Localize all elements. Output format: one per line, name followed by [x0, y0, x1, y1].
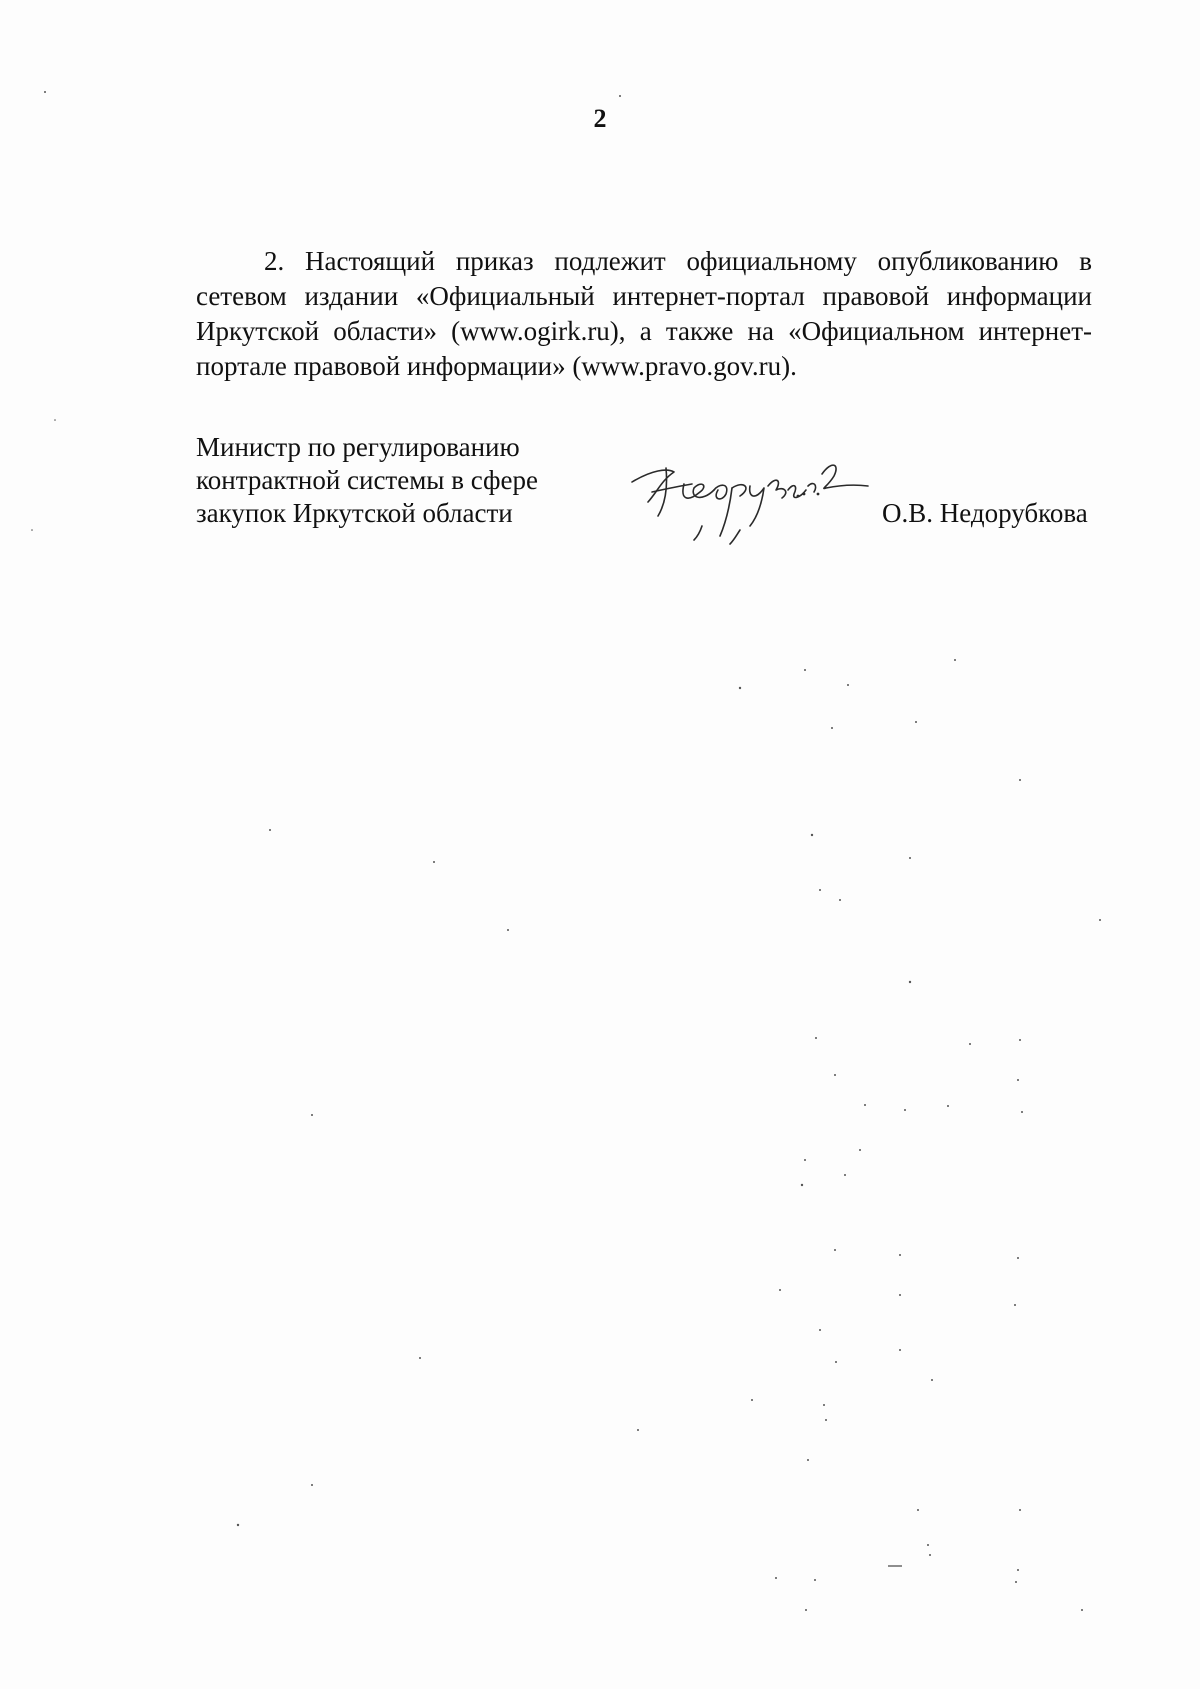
signatory-title-line: Министр по регулированию: [196, 432, 520, 462]
signatory-title-line: контрактной системы в сфере: [196, 465, 538, 495]
publication-clause: 2. Настоящий приказ подлежит официальному опубликованию в сетевом издании «Официальный интернет-портал правовой информации Иркутской области» (www.ogirk.ru), а также на «Официальном интернет-портале правовой информации» (www.pravo.gov.ru).: [196, 246, 1092, 381]
page-number: 2: [593, 104, 607, 133]
signatory-title-line: закупок Иркутской области: [196, 498, 513, 528]
signatory-name: О.В. Недорубкова: [882, 498, 1088, 528]
handwritten-signature: [622, 440, 872, 550]
signatory-title: [196, 431, 576, 530]
